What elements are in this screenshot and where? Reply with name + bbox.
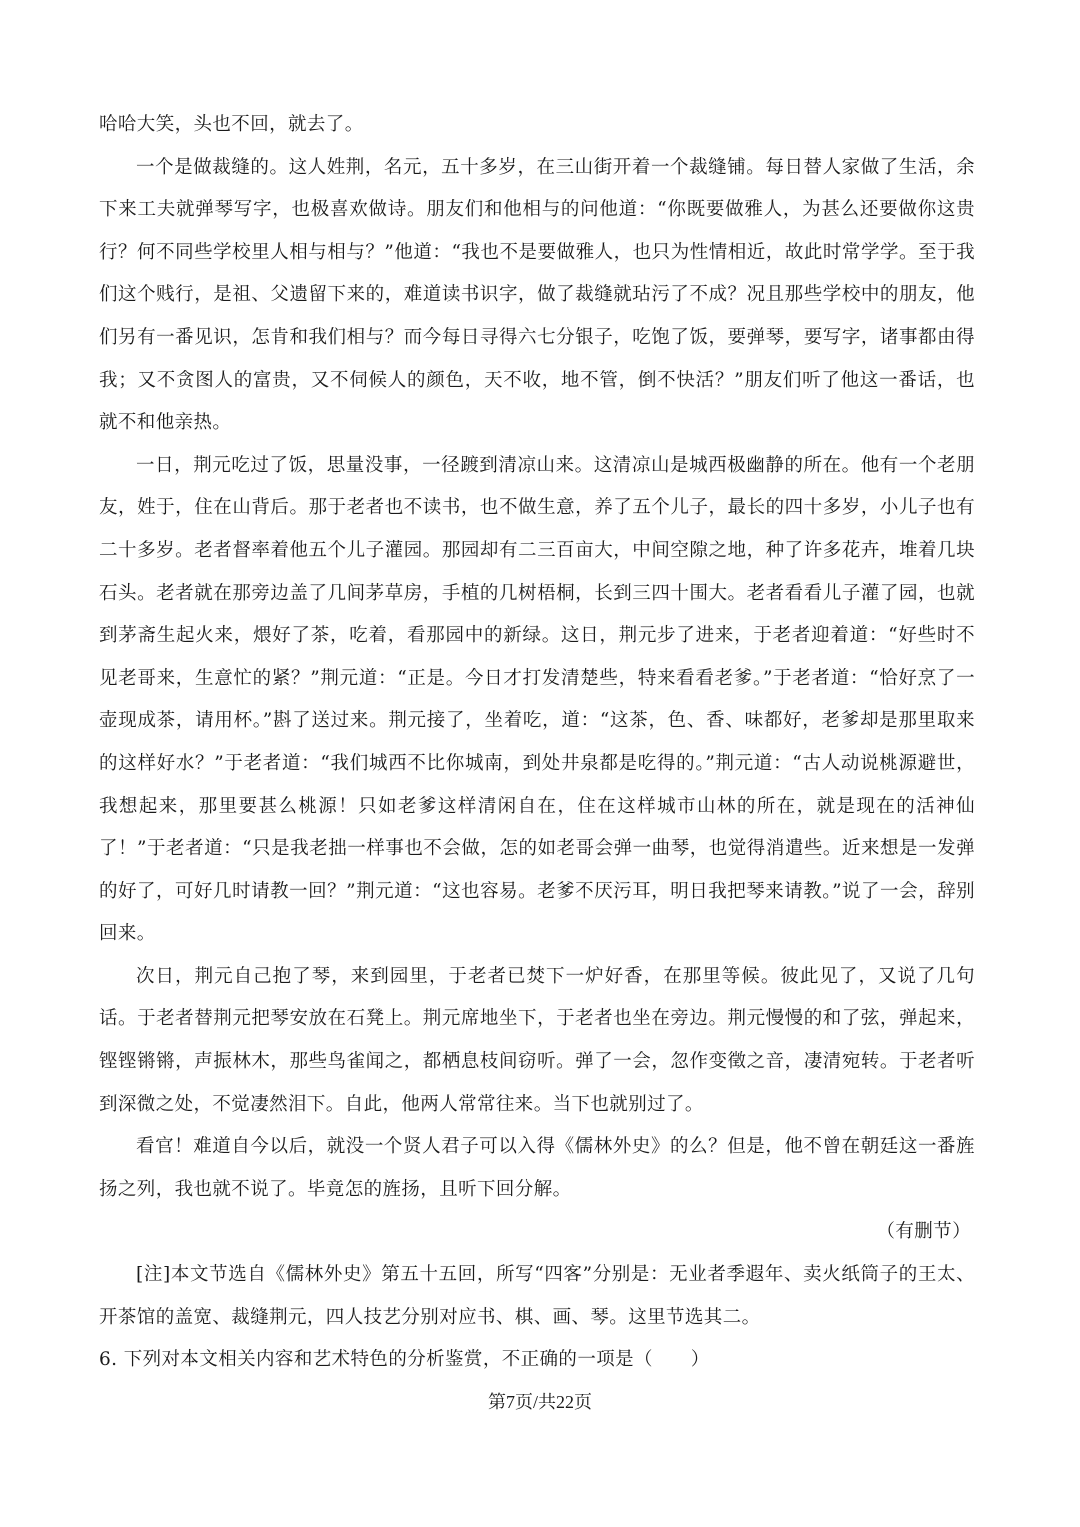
paragraph-continuation: 哈哈大笑，头也不回，就去了。 [99,114,364,135]
question-6: 6. 下列对本文相关内容和艺术特色的分析鉴赏，不正确的一项是（ ） [99,1349,710,1371]
paragraph-conclusion: 看官！难道自今以后，就没一个贤人君子可以入得《儒林外史》的么？但是，他不曾在朝廷这一番旌扬之列，我也就不说了。毕竟怎的旌扬，且听下回分解。 [99,1136,975,1200]
annotation-note: [注]本文节选自《儒林外史》第五十五回，所写“四客”分别是：无业者季遐年、卖火纸筒子的王太、开茶馆的盖宽、裁缝荆元，四人技艺分别对应书、棋、画、琴。这里节选其二。 [99,1264,975,1328]
paragraph-qingliang-mountain: 一日，荆元吃过了饭，思量没事，一径踱到清凉山来。这清凉山是城西极幽静的所在。他有一个老朋友，姓于，住在山背后。那于老者也不读书，也不做生意，养了五个儿子，最长的四十多岁，小儿子也有二十多岁。老者督率着他五个儿子灌园。那园却有二三百亩大，中间空隙之地，种了许多花卉，堆着几块石头。老者就在那旁边盖了几间茅草房，手植的几树梧桐，长到三四十围大。老者看看儿子灌了园，也就到茅斋生起火来，煨好了茶，吃着，看那园中的新绿。这日，荆元步了进来，于老者迎着道：“好些时不见老哥来，生意忙的紧？”荆元道：“正是。今日才打发清楚些，特来看看老爹。”于老者道：“恰好烹了一壶现成茶，请用杯。”斟了送过来。荆元接了，坐着吃，道：“这茶，色、香、味都好，老爹却是那里取来的这样好水？”于老者道：“我们城西不比你城南，到处井泉都是吃得的。”荆元道：“古人动说桃源避世，我想起来，那里要甚么桃源！只如老爹这样清闲自在，住在这样城市山林的所在，就是现在的活神仙了！”于老者道：“只是我老拙一样事也不会做，怎的如老哥会弹一曲琴，也觉得消遣些。近来想是一发弹的好了，可好几时请教一回？”荆元道：“这也容易。老爹不厌污耳，明日我把琴来请教。”说了一会，辞别回来。 [99,454,975,945]
page-number: 第7页/共22页 [487,1392,592,1412]
abridged-note: （有删节） [876,1221,971,1243]
paragraph-tailor-intro: 一个是做裁缝的。这人姓荆，名元，五十多岁，在三山街开着一个裁缝铺。每日替人家做了生活，余下来工夫就弹琴写字，也极喜欢做诗。朋友们和他相与的问他道：“你既要做雅人，为甚么还要做你这贵行？何不同些学校里人相与相与？”他道：“我也不是要做雅人，也只为性情相近，故此时常学学。至于我们这个贱行，是祖、父遗留下来的，难道读书识字，做了裁缝就玷污了不成？况且那些学校中的朋友，他们另有一番见识，怎肯和我们相与？而今每日寻得六七分银子，吃饱了饭，要弹琴，要写字，诸事都由得我；又不贪图人的富贵，又不伺候人的颜色，天不收，地不管，倒不快活？”朋友们听了他这一番话，也就不和他亲热。 [99,156,975,434]
paragraph-playing-qin: 次日，荆元自己抱了琴，来到园里，于老者已焚下一炉好香，在那里等候。彼此见了，又说了几句话。于老者替荆元把琴安放在石凳上。荆元席地坐下，于老者也坐在旁边。荆元慢慢的和了弦，弹起来，铿铿锵锵，声振林木，那些鸟雀闻之，都栖息枝间窃听。弹了一会，忽作变徵之音，凄清宛转。于老者听到深微之处，不觉凄然泪下。自此，他两人常常往来。当下也就别过了。 [99,965,975,1115]
article-body [99,104,975,1382]
